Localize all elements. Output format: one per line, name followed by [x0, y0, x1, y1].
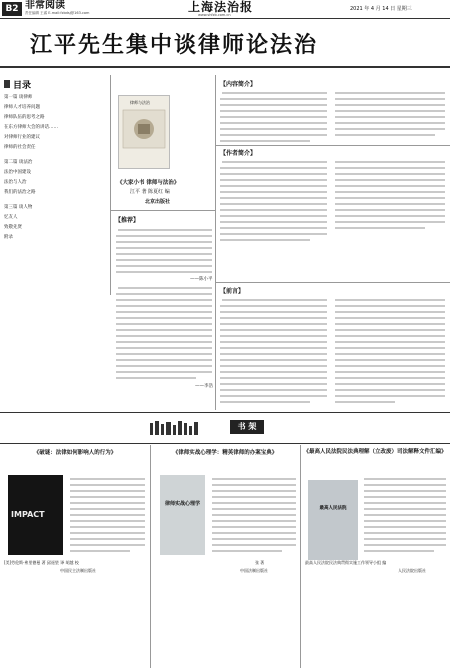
content-summary-heading: 【内容简介】 — [220, 81, 257, 88]
toc-line: 对律师行业的建议 — [4, 135, 40, 140]
toc-line: 我们的法治之路 — [4, 190, 36, 195]
book-caption-title: 《大家小书 律师与法治》 — [117, 180, 180, 186]
newspaper-masthead: 上海法治报 — [188, 0, 254, 14]
divider — [110, 210, 215, 211]
section-name: 非常阅读 — [25, 0, 65, 11]
book-publisher: 中国法制出版社 — [240, 568, 268, 573]
recommend-heading: 【推荐】 — [115, 217, 140, 224]
divider — [216, 145, 450, 146]
book-cover-image — [308, 480, 358, 560]
toc-title: 目录 — [13, 81, 32, 91]
toc-line: 忆友人 — [4, 215, 18, 220]
book-publisher: 中国民主法制出版社 — [60, 568, 96, 573]
book-author: 张 著 — [255, 560, 265, 565]
book-cover-image — [160, 475, 205, 555]
book-caption-publisher: 北京出版社 — [145, 199, 171, 205]
book-publisher: 人民法院出版社 — [398, 568, 426, 573]
book-cover-image — [118, 95, 170, 169]
column-divider — [150, 445, 151, 668]
book-cover-text: IMPACT — [11, 510, 45, 519]
author-intro-heading: 【作者简介】 — [220, 150, 257, 157]
book-title: 《最高人民法院民法典理解（立改废）司法解释文件汇编》 — [303, 449, 447, 455]
toc-line: 律师的社会责任 — [4, 145, 36, 150]
preface-heading: 【前言】 — [220, 288, 245, 295]
toc-marker-icon — [4, 80, 10, 88]
book-cover-text: 最高人民法院 — [319, 506, 347, 511]
recommend-signature: ——李浩 — [195, 384, 213, 389]
book-cover-text: 律师实战心理学 — [164, 501, 200, 507]
toc-line: 在东方律师大会的讲话…… — [4, 125, 58, 130]
book-title: 《律师实战心理学：精英律师的办案宝典》 — [172, 450, 278, 456]
column-divider — [300, 445, 301, 668]
shelf-title: 书 架 — [230, 420, 264, 434]
book-cover-art — [119, 96, 169, 168]
divider — [216, 282, 450, 283]
title-rule — [0, 66, 450, 68]
newspaper-url: www.shfzb.com.cn — [198, 13, 231, 17]
book-cover-label: 律师与法治 — [130, 100, 150, 105]
toc-line: 法治与人治 — [4, 180, 27, 185]
column-divider — [215, 75, 216, 410]
toc-line: 第三篇 谈人物 — [4, 205, 33, 210]
toc-line: 律师队伍的思考之路 — [4, 115, 45, 120]
book-title: 《破谜：法律如何影响人的行为》 — [33, 450, 117, 456]
issue-date: 2021 年 4 月 14 日 星期三 — [350, 6, 412, 12]
book-author: [美]劳伦斯·弗里德曼 著 邱遥堃 译 胡越 校 — [4, 560, 79, 565]
book-author: 最高人民法院民法典贯彻实施工作领导小组 编 — [305, 560, 387, 565]
toc-line: 附录 — [4, 235, 13, 240]
toc-line: 第二篇 谈法治 — [4, 160, 33, 165]
book-caption-author: 江平 著 陈夏红 编 — [130, 189, 170, 195]
toc-line: 法治中国建设 — [4, 170, 31, 175]
recommend-signature: ——陈小平 — [190, 277, 213, 282]
section-editor-line: 责任编辑 王睿 E-mail:fzbdsj@163.com — [25, 11, 90, 15]
page-title: 江平先生集中谈律师论法治 — [30, 32, 319, 58]
toc-line: 第一篇 谈律师 — [4, 95, 33, 100]
toc-line: 律师人才培养问题 — [4, 105, 40, 110]
toc-line: 致敬先贤 — [4, 225, 22, 230]
shelf-books-icon — [150, 420, 240, 434]
page-number-badge: B2 — [2, 2, 22, 16]
